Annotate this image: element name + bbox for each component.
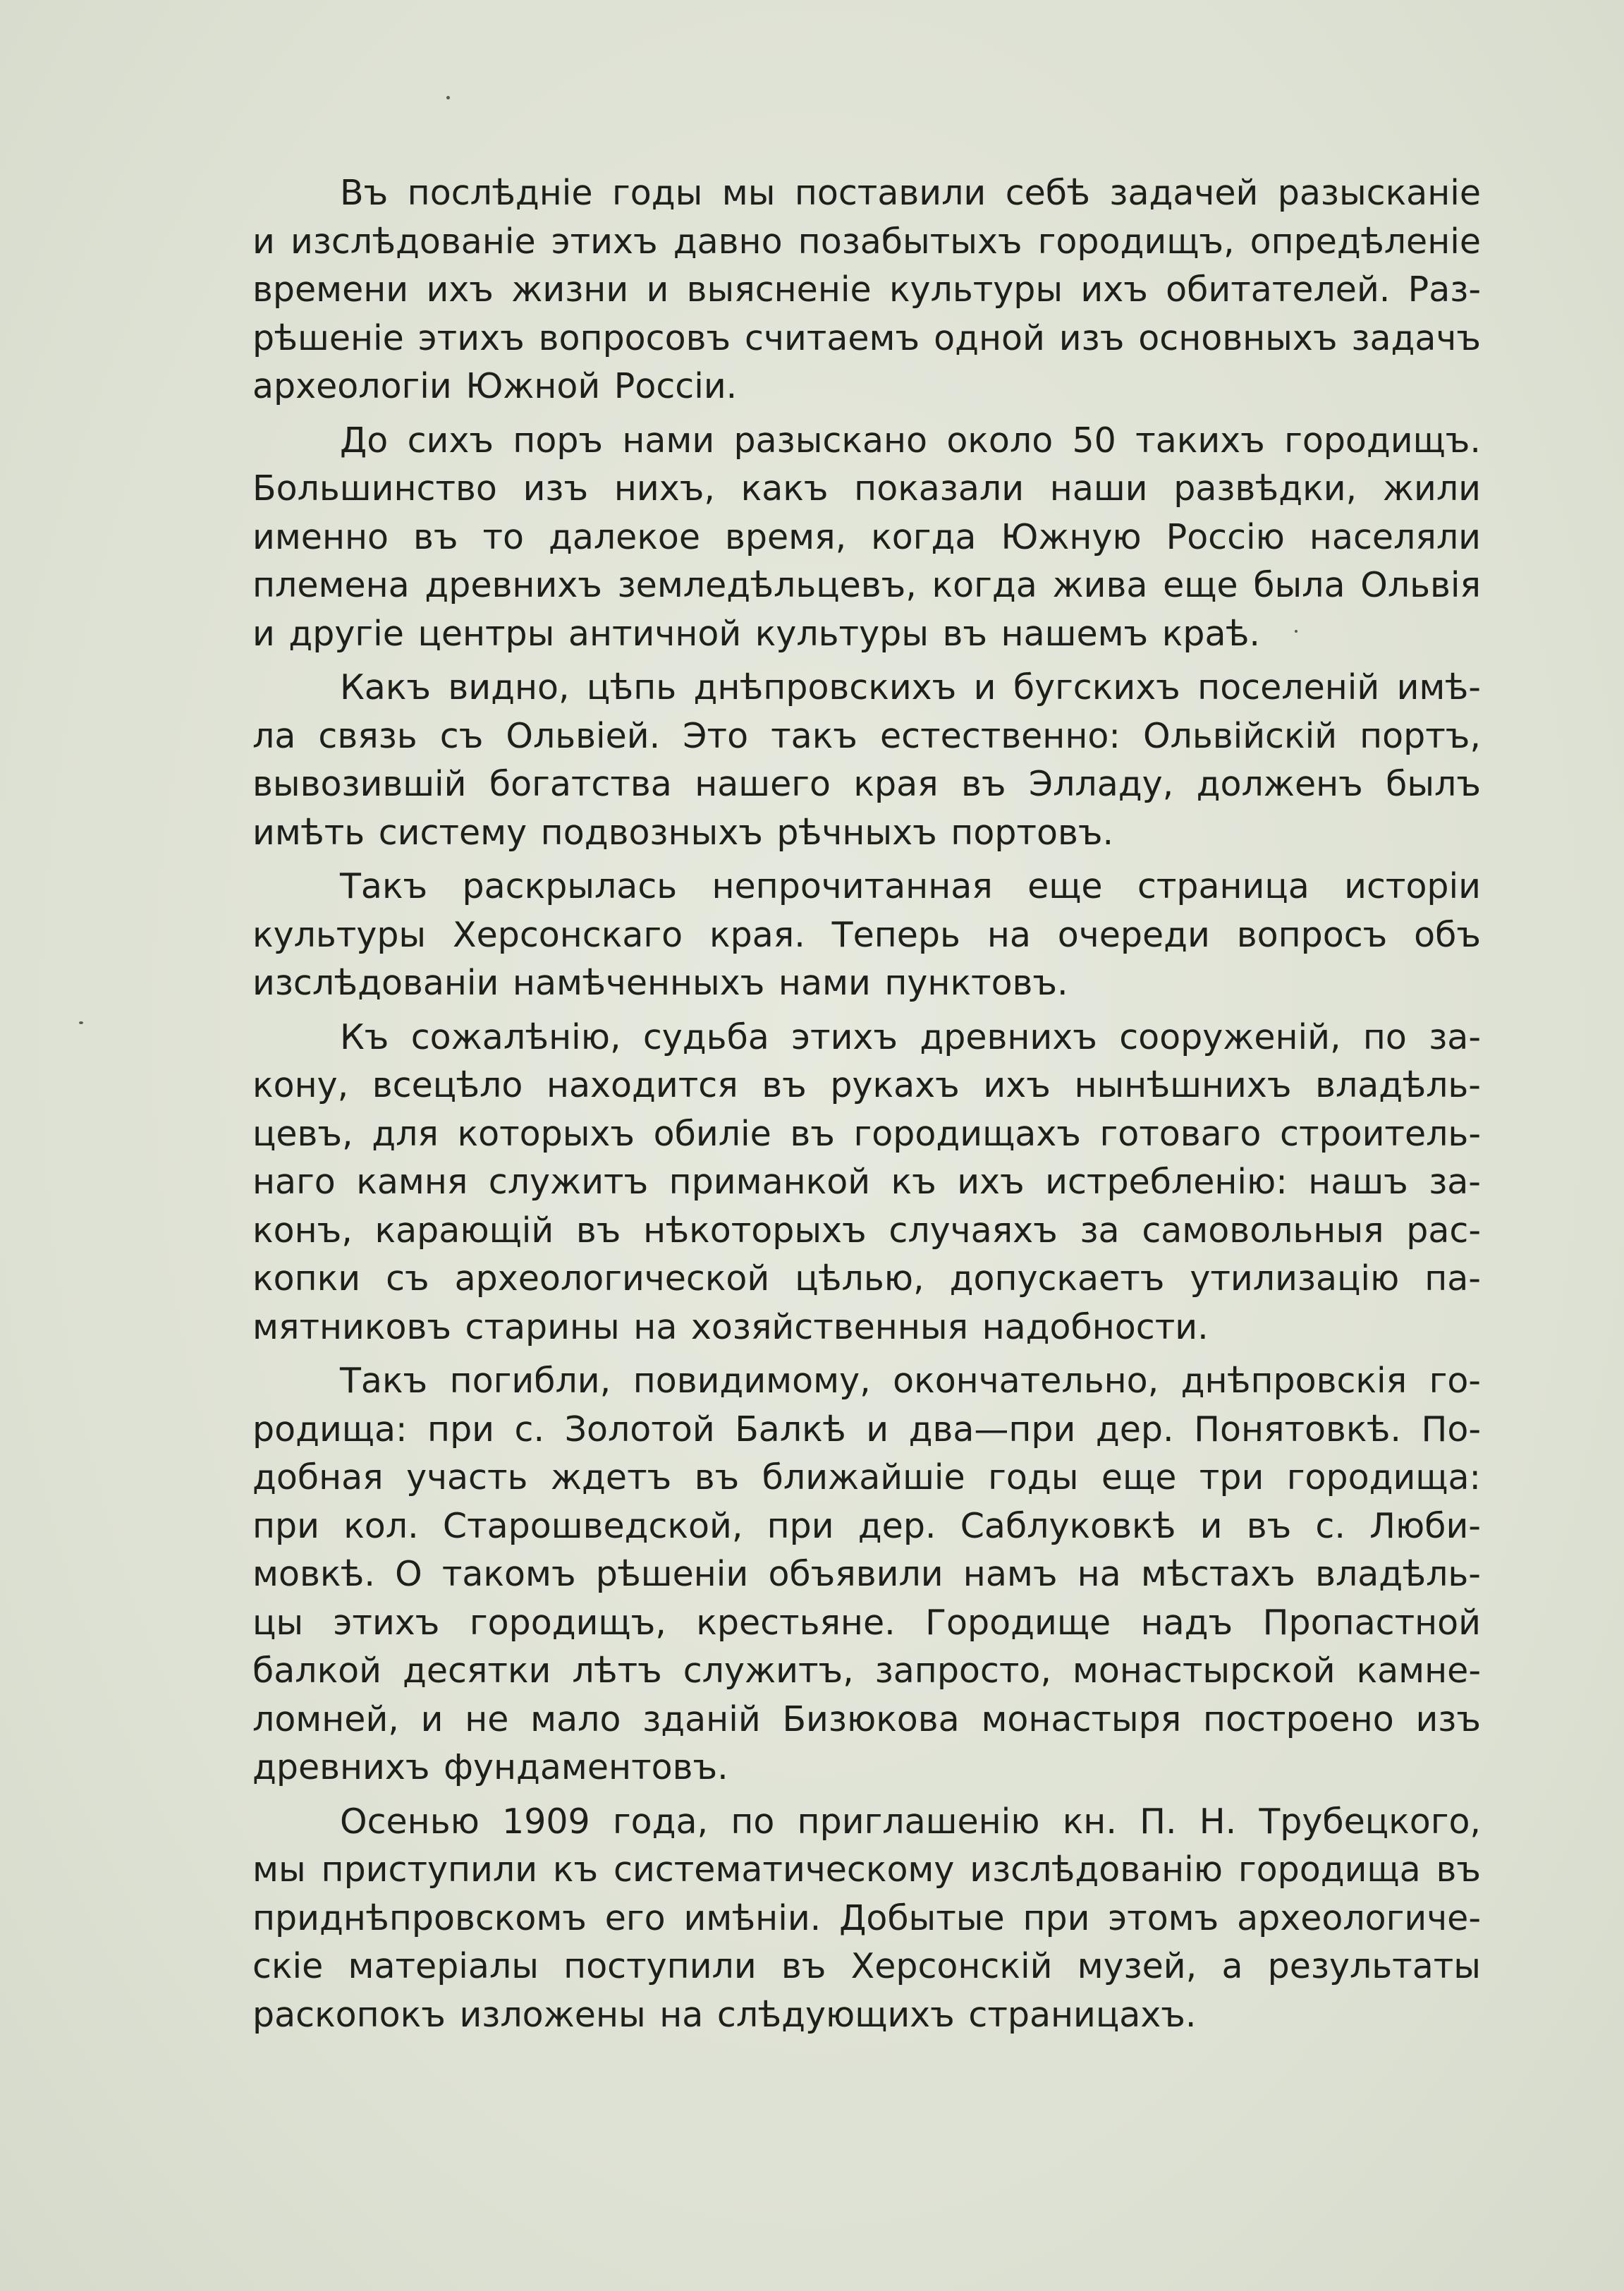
text-line: Какъ видно, цѣпь днѣпровскихъ и бугскихъ поселенiй имѣ- bbox=[340, 667, 1481, 707]
text-line: вывозившiй богатства нашего края въ Элладу, долженъ былъ bbox=[252, 764, 1481, 804]
text-line: Большинство изъ нихъ, какъ показали наши развѣдки, жили bbox=[252, 468, 1481, 509]
text-line: цевъ, для которыхъ обилiе въ городищахъ готоваго строитель- bbox=[252, 1113, 1481, 1154]
text-line: древнихъ фундаментовъ. bbox=[252, 1747, 728, 1787]
text-line: и другiе центры античной культуры въ нашемъ краѣ. bbox=[252, 613, 1260, 654]
paper-speck bbox=[79, 1021, 83, 1024]
text-line: родища: при с. Золотой Балкѣ и два—при дер. Понятовкѣ. По- bbox=[252, 1409, 1481, 1450]
text-line: мовкѣ. О такомъ рѣшенiи объявили намъ на мѣстахъ владѣль- bbox=[252, 1554, 1481, 1594]
text-line: археологiи Южной Россiи. bbox=[252, 366, 738, 406]
text-line: имѣть систему подвозныхъ рѣчныхъ портовъ. bbox=[252, 812, 1114, 853]
paragraph-2 bbox=[252, 417, 1481, 659]
text-line: ломней, и не мало зданiй Бизюкова монастыря построено изъ bbox=[252, 1699, 1481, 1739]
paragraph-7 bbox=[252, 1798, 1481, 2040]
text-line: изслѣдованiи намѣченныхъ нами пунктовъ. bbox=[252, 963, 1068, 1003]
paragraph-4 bbox=[252, 863, 1481, 1008]
text-line: балкой десятки лѣтъ служитъ, запросто, монастырской камне- bbox=[252, 1651, 1481, 1691]
text-line: Такъ погибли, повидимому, окончательно, днѣпровскiя го- bbox=[340, 1361, 1481, 1401]
text-line: Къ сожалѣнiю, судьба этихъ древнихъ сооруженiй, по за- bbox=[340, 1016, 1481, 1057]
text-line: и изслѣдованiе этихъ давно позабытыхъ городищъ, опредѣленiе bbox=[252, 221, 1481, 262]
text-line: копки съ археологической цѣлью, допускаетъ утилизацiю па- bbox=[252, 1258, 1481, 1299]
text-line: времени ихъ жизни и выясненiе культуры ихъ обитателей. Раз- bbox=[252, 269, 1481, 310]
text-line: кону, всецѣло находится въ рукахъ ихъ нынѣшнихъ владѣль- bbox=[252, 1065, 1481, 1105]
paragraph-5 bbox=[252, 1014, 1481, 1352]
paper-speck bbox=[446, 96, 450, 99]
text-line: мятниковъ старины на хозяйственныя надобности. bbox=[252, 1306, 1209, 1347]
paragraph-6 bbox=[252, 1357, 1481, 1792]
text-line: Такъ раскрылась непрочитанная еще страница исторiи bbox=[340, 866, 1481, 906]
text-line: ла связь съ Ольвiей. Это такъ естественно: Ольвiйскiй портъ, bbox=[252, 715, 1481, 756]
text-line: мы приступили къ систематическому изслѣдованiю городища въ bbox=[252, 1849, 1481, 1890]
text-line: наго камня служитъ приманкой къ ихъ истребленiю: нашъ за- bbox=[252, 1162, 1481, 1202]
text-line: скiе матерiалы поступили въ Херсонскiй музей, а результаты bbox=[252, 1946, 1481, 1986]
body-text bbox=[252, 169, 1481, 2045]
text-line: рѣшенiе этихъ вопросовъ считаемъ одной изъ основныхъ задачъ bbox=[252, 317, 1481, 358]
text-line: цы этихъ городищъ, крестьяне. Городище надъ Пропастной bbox=[252, 1602, 1481, 1643]
paragraph-3 bbox=[252, 664, 1481, 857]
text-line: культуры Херсонскаго края. Теперь на очереди вопросъ объ bbox=[252, 914, 1481, 955]
text-line: при кол. Старошведской, при дер. Саблуковкѣ и въ с. Люби- bbox=[252, 1505, 1481, 1546]
paragraph-1 bbox=[252, 169, 1481, 411]
text-line: племена древнихъ земледѣльцевъ, когда жива еще была Ольвiя bbox=[252, 565, 1481, 605]
text-line: именно въ то далекое время, когда Южную Россiю населяли bbox=[252, 516, 1481, 557]
text-line: До сихъ поръ нами разыскано около 50 такихъ городищъ. bbox=[340, 420, 1481, 461]
text-line: добная участь ждетъ въ ближайшiе годы еще три городища: bbox=[252, 1457, 1481, 1497]
text-line: Осенью 1909 года, по приглашенiю кн. П. Н. Трубецкого, bbox=[340, 1801, 1481, 1842]
text-line: Въ послѣднiе годы мы поставили себѣ задачей разысканiе bbox=[340, 173, 1481, 213]
text-line: приднѣпровскомъ его имѣнiи. Добытые при этомъ археологиче- bbox=[252, 1897, 1481, 1938]
text-line: конъ, карающiй въ нѣкоторыхъ случаяхъ за самовольныя рас- bbox=[252, 1210, 1481, 1251]
text-line: раскопокъ изложены на слѣдующихъ страницахъ. bbox=[252, 1994, 1197, 2035]
